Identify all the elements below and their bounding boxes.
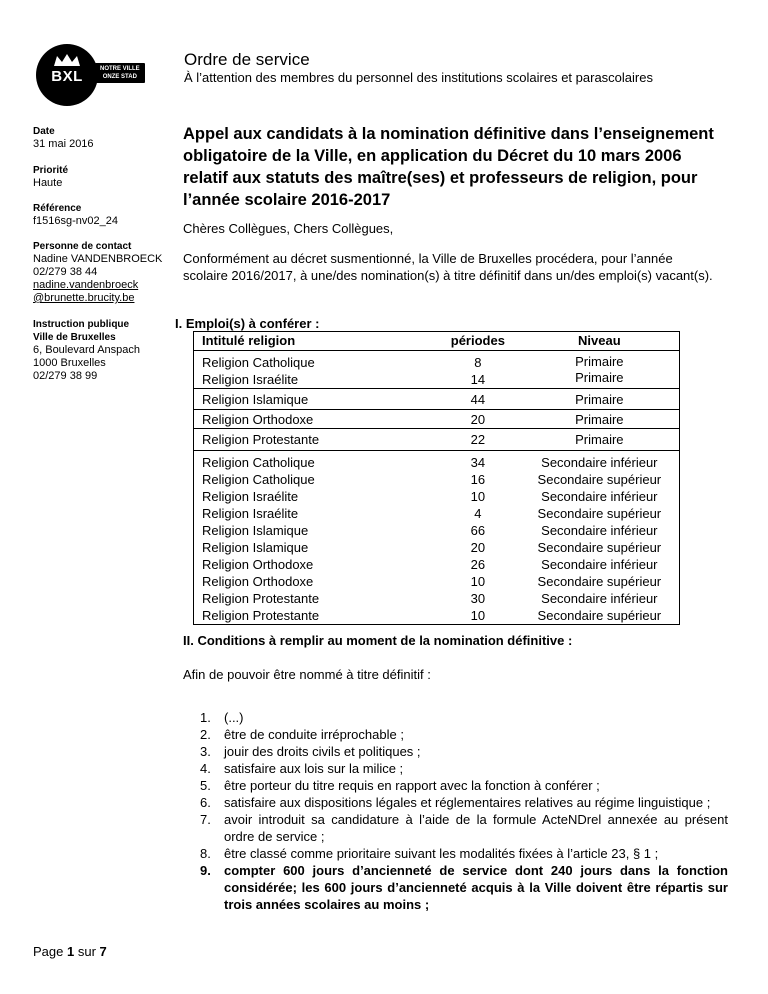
page-title: Appel aux candidats à la nomination définitive dans l’enseignement obligatoire de la Ville, en application du Décret du 10 mars 2006 relatif aux statuts des maître(ses) et professeurs de religion, pour l’année scolaire 2016-2017 <box>183 125 714 209</box>
reference-value: f1516sg-nv02_24 <box>33 215 119 227</box>
document-audience: À l’attention des membres du personnel des institutions scolaires et parascolaires <box>184 70 653 85</box>
table-row-group: Religion Catholique Religion Catholique Religion Israélite Religion Israélite Religion Islamique Religion Islamique Religion Orthodoxe Religion Orthodoxe Religion Protestante Religion Protestante 34 16 10 4 66 20 26 10 30 10 Secondaire inférieur Secondaire supérieur Secondaire inférieur Secondaire supérieur Secondaire inférieur Secondaire supérieur Secondaire inférieur Secondaire supérieur Secondaire inférieur Secondaire supérieur <box>202 455 662 623</box>
org-address-street: 6, Boulevard Anspach <box>33 344 141 356</box>
table-header-row <box>194 332 679 351</box>
list-item: 1. (...) <box>200 710 244 725</box>
header-periods: périodes <box>450 333 505 348</box>
reference-label: Référence <box>33 203 82 214</box>
conditions-list <box>200 709 728 913</box>
contact-label: Personne de contact <box>33 241 132 252</box>
contact-phone: 02/279 38 44 <box>33 266 98 278</box>
list-item: 3. jouir des droits civils et politiques ; <box>200 744 421 759</box>
crown-icon <box>52 53 82 67</box>
header-religion: Intitulé religion <box>202 333 296 348</box>
header-level: Niveau <box>578 333 621 348</box>
list-item: 7. avoir introduit sa candidature à l’aide de la formule ActeNDrel annexée au présent ordre de service ; <box>200 812 728 844</box>
positions-table <box>193 331 680 625</box>
list-item: 6. satisfaire aux dispositions légales et réglementaires relatives au régime linguistique ; <box>200 795 711 810</box>
organization-block <box>33 318 173 383</box>
contact-email-link[interactable]: nadine.vandenbroeck @brunette.brucity.be <box>33 279 139 304</box>
table-row: Religion Orthodoxe 20 Primaire <box>194 410 679 429</box>
table-row: Religion Protestante 22 Primaire <box>194 429 679 451</box>
date-block <box>33 125 173 151</box>
org-city: Ville de Bruxelles <box>33 332 116 343</box>
org-department: Instruction publique <box>33 319 130 330</box>
date-label: Date <box>33 126 55 137</box>
conditions-intro: Afin de pouvoir être nommé à titre définitif : <box>183 667 431 682</box>
list-item: 9. compter 600 jours d’ancienneté de service dont 240 jours dans la fonction considérée; les 600 jours d’ancienneté acquis à la Ville doivent être répartis sur trois années scolaires au moins ; <box>200 863 728 912</box>
priority-block <box>33 164 173 190</box>
date-value: 31 mai 2016 <box>33 138 94 150</box>
org-phone: 02/279 38 99 <box>33 370 98 382</box>
list-item: 8. être classé comme prioritaire suivant les modalités fixées à l’article 23, § 1 ; <box>200 846 659 861</box>
priority-value: Haute <box>33 177 63 189</box>
list-item: 5. être porteur du titre requis en rapport avec la fonction à conférer ; <box>200 778 600 793</box>
page-number: Page 1 sur 7 <box>33 944 107 959</box>
table-row-group: Religion Catholique Religion Israélite 8 14 Primaire Primaire <box>194 351 679 389</box>
contact-name: Nadine VANDENBROECK <box>33 253 163 265</box>
reference-block <box>33 202 173 228</box>
list-item: 2. être de conduite irréprochable ; <box>200 727 404 742</box>
section-2-heading: II. Conditions à remplir au moment de la nomination définitive : <box>183 633 573 648</box>
list-item: 4. satisfaire aux lois sur la milice ; <box>200 761 404 776</box>
document-type-title: Ordre de service <box>184 50 310 69</box>
org-address-city: 1000 Bruxelles <box>33 357 106 369</box>
logo-tagline: NOTRE VILLE ONZE STAD <box>95 63 145 83</box>
section-1-heading: I. Emploi(s) à conférer : <box>175 316 320 331</box>
bxl-logo <box>36 44 98 106</box>
contact-block <box>33 240 173 305</box>
logo-text: BXL <box>51 68 83 85</box>
table-row: Religion Islamique 44 Primaire <box>194 389 679 410</box>
greeting: Chères Collègues, Chers Collègues, <box>183 221 394 236</box>
intro-paragraph: Conformément au décret susmentionné, la Ville de Bruxelles procédera, pour l’année scolaire 2016/2017, à une/des nomination(s) à titre définitif dans un/des emploi(s) vacant(s). <box>183 251 713 283</box>
priority-label: Priorité <box>33 165 69 176</box>
